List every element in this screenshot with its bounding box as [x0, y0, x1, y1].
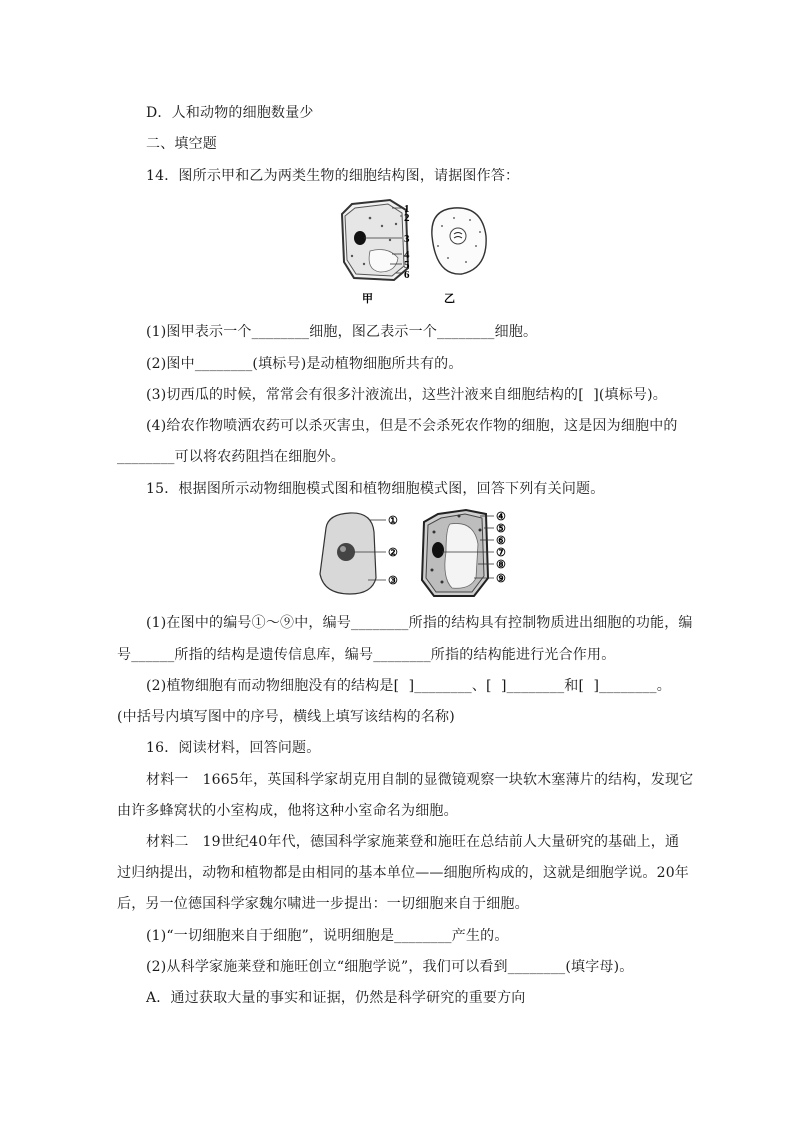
fig1-label-2: 2 [404, 212, 410, 224]
fig2-label-9: ⑨ [496, 573, 506, 585]
material-2-cont1: 过归纳提出，动物和植物都是由相同的基本单位——细胞所构成的，这就是细胞学说。20年 [117, 865, 690, 881]
fig1-label-4: 4 [404, 249, 410, 261]
q15-note: (中括号内填写图中的序号，横线上填写该结构的名称) [117, 709, 455, 725]
fig1-label-3: 3 [404, 233, 410, 245]
q14-part1: (1)图甲表示一个________细胞，图乙表示一个________细胞。 [146, 324, 538, 340]
material-1: 材料一 1665年，英国科学家胡克用自制的显微镜观察一块软木塞薄片的结构，发现它 [146, 772, 694, 788]
question-14: 14．图所示甲和乙为两类生物的细胞结构图，请据图作答： [146, 168, 520, 184]
section-heading: 二、填空题 [146, 136, 217, 152]
q15-part1-cont: 号______所指的结构是遗传信息库，编号________所指的结构能进行光合作用。 [117, 647, 616, 663]
q14-part4-cont: ________可以将农药阻挡在细胞外。 [117, 449, 345, 465]
fig1-label-6: 6 [404, 269, 410, 281]
q14-part3: (3)切西瓜的时候，常常会有很多汁液流出，这些汁液来自细胞结构的[ ](填标号)。 [146, 387, 667, 403]
question-16: 16．阅读材料，回答问题。 [146, 740, 321, 756]
q14-part2: (2)图中________(填标号)是动植物细胞所共有的。 [146, 356, 463, 372]
plant-cell-diagram [342, 200, 408, 280]
fig2-label-5: ⑤ [496, 523, 506, 535]
material-2-cont2: 后，另一位德国科学家魏尔啸进一步提出：一切细胞来自于细胞。 [117, 896, 529, 912]
question-15: 15．根据图所示动物细胞模式图和植物细胞模式图，回答下列有关问题。 [146, 481, 605, 497]
fig1-caption-jia: 甲 [362, 292, 373, 305]
q16-part2: (2)从科学家施莱登和施旺创立“细胞学说”，我们可以看到________(填字母)。 [146, 959, 634, 975]
material-2: 材料二 19世纪40年代，德国科学家施莱登和施旺在总结前人大量研究的基础上，通 [146, 834, 680, 850]
fig2-label-8: ⑧ [496, 559, 506, 571]
fig1-caption-yi: 乙 [444, 292, 455, 305]
option-d: D．人和动物的细胞数量少 [146, 105, 314, 121]
animal-cell-model [320, 513, 376, 594]
fig2-label-6: ⑥ [496, 535, 506, 547]
fig2-label-4: ④ [496, 511, 506, 523]
fig1-label-5: 5 [404, 259, 410, 271]
fig2-label-1: ① [388, 515, 398, 527]
q15-part2: (2)植物细胞有而动物细胞没有的结构是[ ]________、[ ]________和[ ]________。 [146, 678, 671, 694]
figure-14-cells [330, 196, 490, 308]
option-a: A．通过获取大量的事实和证据，仍然是科学研究的重要方向 [146, 990, 526, 1006]
animal-cell-diagram [432, 208, 486, 274]
fig2-label-3: ③ [388, 575, 398, 587]
q14-part4: (4)给农作物喷洒农药可以杀灭害虫，但是不会杀死农作物的细胞，这是因为细胞中的 [146, 418, 678, 434]
q16-part1: (1)“一切细胞来自于细胞”，说明细胞是________产生的。 [146, 928, 509, 944]
fig2-label-2: ② [388, 547, 398, 559]
plant-cell-model [422, 510, 488, 596]
fig2-label-7: ⑦ [496, 547, 506, 559]
q15-part1: (1)在图中的编号①～⑨中，编号________所指的结构具有控制物质进出细胞的功能，编 [146, 615, 693, 631]
fig1-label-1: 1 [404, 203, 410, 215]
material-1-cont: 由许多蜂窝状的小室构成，他将这种小室命名为细胞。 [117, 803, 458, 819]
figure-15-cells [314, 508, 524, 600]
